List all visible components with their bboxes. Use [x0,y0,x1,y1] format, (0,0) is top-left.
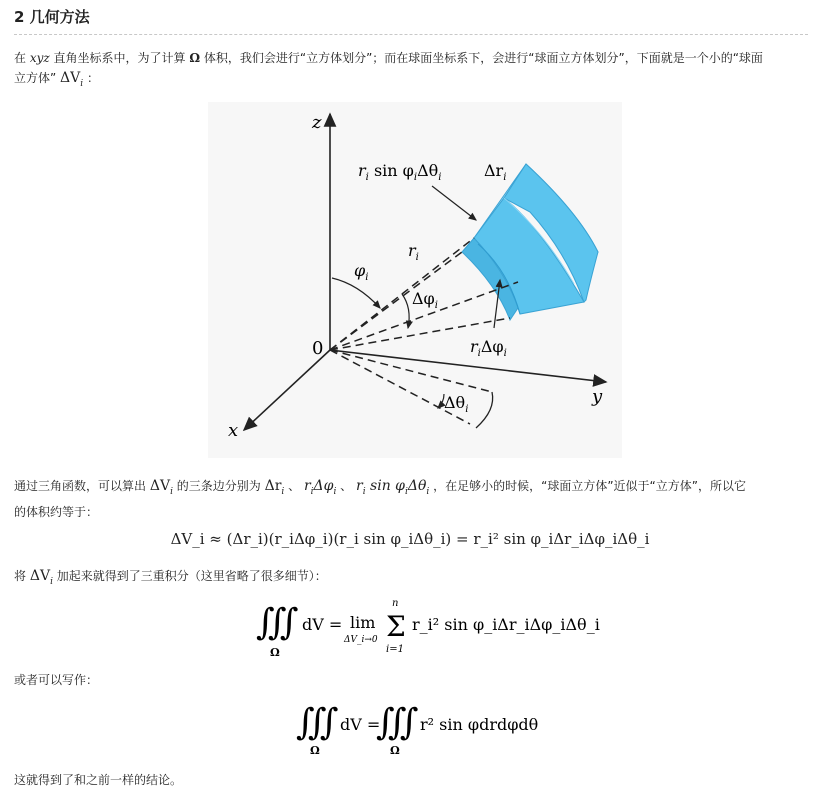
svg-text:ΔV_i→0: ΔV_i→0 [344,635,378,645]
edges-paragraph: 通过三角函数，可以算出 $\Delta V_i$ 的三条边分别为 $\Delta r_i$ 、 $r_i\Delta\varphi_i$ 、 $r_i$ $\sin \varphi_i\Delta\theta_i$ ，在足够小的时候，“球面立方体”近似于“立方体”，所以它 的体积约等于： [14,478,746,519]
axis-z-label: z [312,112,322,133]
pointer-rsin [432,186,476,220]
label-rsin: $r_i$ $\sin \varphi_i\Delta\theta_i$ [358,161,442,183]
svg-text:lim: lim [350,613,376,632]
label-r: $r_i$ [408,241,419,263]
svg-text:Σ: Σ [386,610,406,643]
spherical-cube [462,164,598,320]
ray-mid [330,252,462,350]
math-xyz: xyz [29,51,50,65]
svg-text:r² sin φdrdφdθ: r² sin φdrdφdθ [420,715,539,734]
axis-x-label: x [228,420,239,441]
phi-arc [332,278,380,308]
math-rdphi: $r_i\Delta\varphi_i$ [303,478,337,497]
y-axis [330,350,606,382]
math-delta-v: $\Delta V_i$ [149,478,173,497]
svg-text:Ω: Ω [270,646,280,659]
theta-ray-1 [330,350,492,392]
volume-approx-equation: ΔV_i ≈ (Δr_i)(r_iΔφ_i)(r_i sin φ_iΔθ_i) = r_i² sin φ_iΔr_iΔφ_iΔθ_i [170,530,650,548]
label-rdphi: $r_i\Delta\varphi_i$ [470,337,507,359]
origin-label: 0 [312,338,324,359]
x-axis [244,350,330,430]
math-omega: Ω [189,51,201,65]
conclusion-paragraph: 这就得到了和之前一样的结论。 [14,773,183,787]
math-dr: $\Delta r_i$ [264,478,285,497]
svg-text:∭: ∭ [376,702,419,743]
svg-text:dV =: dV = [302,615,343,634]
label-dr: $\Delta r_i$ [484,161,507,183]
label-dphi: $\Delta\varphi_i$ [412,289,438,311]
svg-text:dV =: dV = [340,715,381,734]
intro-paragraph [14,48,804,94]
text: ： [83,71,99,85]
alt-form-paragraph: 或者可以写作： [14,673,99,687]
math-rsin: $r_i$ $\sin \varphi_i\Delta\theta_i$ [355,478,430,497]
spherical-cube-figure [208,102,622,458]
spherical-integral-equation [290,696,550,758]
theta-arc [476,392,493,428]
text: 体积，我们会进行“立方体划分”；而在球面坐标系下，会进行“球面立方体划分”，下面就是一个小的“球面 [200,51,763,65]
text: 直角坐标系中，为了计算 [49,51,190,65]
svg-text:Ω: Ω [390,744,400,757]
label-dtheta: $\Delta\theta_i$ [444,393,469,415]
svg-text:r_i² sin φ_iΔr_iΔφ_iΔθ_i: r_i² sin φ_iΔr_iΔφ_iΔθ_i [412,615,600,634]
svg-text:Ω: Ω [310,744,320,757]
svg-text:∭: ∭ [296,702,339,743]
svg-text:∭: ∭ [256,602,299,643]
label-phi: $\varphi_i$ [354,261,369,283]
sum-paragraph: 将 $\Delta V_i$ 加起来就得到了三重积分（这里省略了很多细节）： [14,568,327,587]
svg-text:n: n [392,598,399,609]
text: 在 [14,51,30,65]
math-delta-v: $\Delta V_i$ [29,568,53,587]
theta-ray-2 [330,350,470,424]
axis-y-label: y [592,386,603,407]
math-delta-v: $\Delta V_i$ [60,70,84,89]
section-heading: 2 几何方法 [14,8,90,26]
text: 立方体” [14,71,61,85]
svg-text:i=1: i=1 [386,644,404,655]
heading-divider [14,34,808,35]
triple-integral-limit-equation [250,594,600,660]
